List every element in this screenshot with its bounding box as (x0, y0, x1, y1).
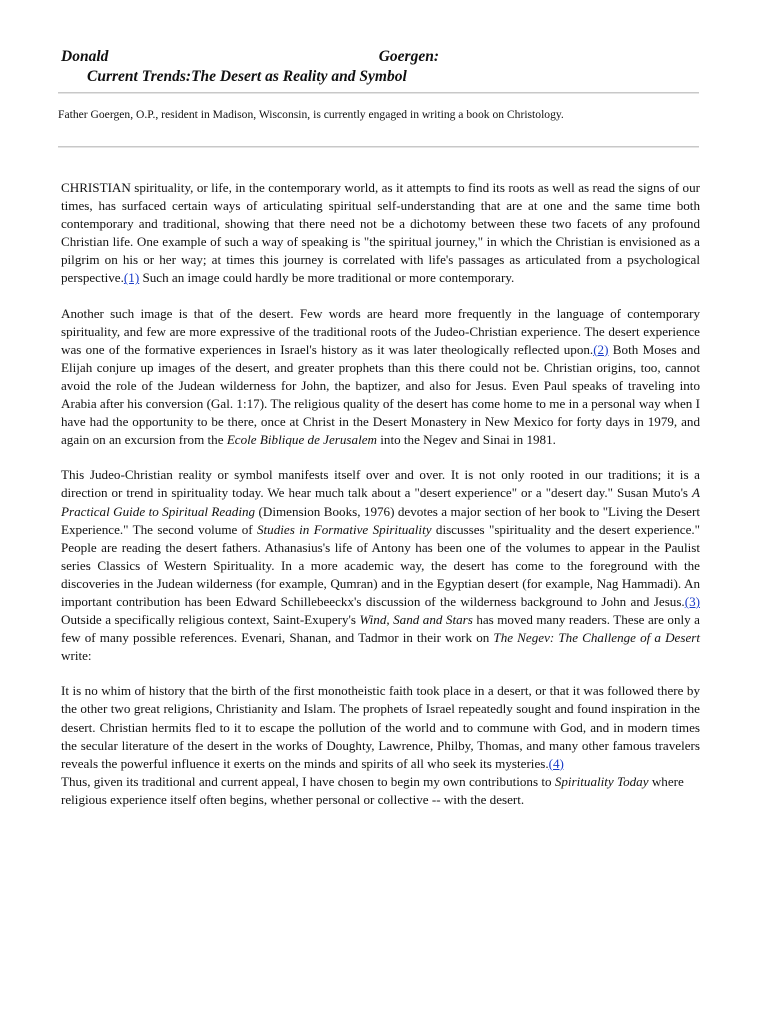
text-run: Thus, given its traditional and current appeal, I have chosen to begin my own contributions to (61, 773, 555, 789)
italic-title: Ecole Biblique de Jerusalem (226, 432, 377, 448)
text-run: Such an image could hardly be more traditional or more contemporary. (139, 270, 515, 286)
author-bio: Father Goergen, O.P., resident in Madison, Wisconsin, is currently engaged in writing a book on Christology. (58, 108, 564, 121)
italic-title: Spirituality Today (554, 773, 649, 789)
paragraph-2 (61, 305, 700, 450)
italic-title: Studies in Formative Spirituality (256, 521, 432, 537)
header-divider (58, 92, 699, 94)
article-body (61, 179, 700, 809)
text-run: (Dimension Books, 1976) devotes a major section of her book to "Living the Desert Experience." The second volume of (61, 503, 700, 537)
author-last-name: Goergen: (378, 48, 439, 65)
bio-divider (58, 146, 699, 148)
text-run: into the Negev and Sinai in 1981. (376, 432, 556, 448)
text-run: has moved many readers. These are only a few of many possible references. Evenari, Shanan, and Tadmor in their work on (61, 612, 700, 646)
article-header (61, 47, 701, 87)
text-run: Another such image is that of the desert. Few words are heard more frequently in the language of contemporary spirituality, and few are more expressive of the traditional roots of the Judeo-Christian experience. The desert experience was one of the formative experiences in Israel's history as it was later theologically reflected upon. (61, 305, 700, 357)
footnote-link-2[interactable]: (2) (593, 341, 609, 357)
text-run: Both Moses and Elijah conjure up images of the desert, and greater prophets than this there could not be. Christian origins, too, cannot avoid the role of the Judean wilderness for John, the baptizer, and also for Jesus. Even Paul speaks of traveling into Arabia after his conversion (Gal. 1:17). The religious quality of the desert has come home to me in a personal way when I have had the opportunity to be there, once at Christ in the Desert Monastery in New Mexico for forty days in 1979, and again on an excursion from the (61, 341, 700, 448)
footnote-link-4[interactable]: (4) (548, 755, 564, 771)
author-line (61, 47, 439, 67)
italic-title: A Practical Guide to Spiritual Reading (61, 485, 700, 519)
text-run: discusses "spirituality and the desert experience." People are reading the desert fathers. Athanasius's life of Antony has been one of the volumes to appear in the Paulist series Classics of Western Spirituality. In a more academic way, the desert has come to the foreground with the discoveries in the Judean wilderness (for example, Qumran) and in the Egyptian desert (for example, Nag Hammadi). An important contribution has been Edward Schillebeeckx's discussion of the wilderness background to John and Jesus. (61, 521, 700, 609)
italic-title: The Negev: The Challenge of a Desert (493, 630, 700, 646)
block-quote (61, 682, 700, 772)
paragraph-1 (61, 179, 700, 288)
article-title: Current Trends:The Desert as Reality and Symbol (87, 68, 407, 85)
text-run: It is no whim of history that the birth of the first monotheistic faith took place in a desert, or that it was followed there by the other two great religions, Christianity and Islam. The prophets of Israel repeatedly sought and found inspiration in the desert. Christian hermits fled to it to escape the pollution of the world and to commune with God, and in modern times the secular literature of the desert in the works of Doughty, Lawrence, Philby, Thomas, and many other famous travelers reveals the powerful influence it exerts on the minds and spirits of all who seek its mysteries. (61, 683, 700, 771)
footnote-link-1[interactable]: (1) (123, 270, 140, 286)
author-first-name: Donald (61, 48, 109, 65)
text-run: Outside a specifically religious context, Saint-Exupery's (61, 612, 360, 628)
text-run: CHRISTIAN spirituality, or life, in the contemporary world, as it attempts to find its roots as well as read the signs of our times, has surfaced certain ways of articulating spiritual self-understanding that are at one and the same time both contemporary and traditional, showing that there need not be a dichotomy between these two facets of any profound Christian life. One example of such a way of speaking is "the spiritual journey," in which the Christian is envisioned as a pilgrim on his or her way; at times this journey is correlated with life's passages as articulated from a psychological perspective. (61, 180, 700, 286)
text-run: This Judeo-Christian reality or symbol manifests itself over and over. It is not only rooted in our traditions; it is a direction or trend in spirituality today. We hear much talk about a "desert experience" or a "desert day." Susan Muto's (61, 467, 700, 501)
paragraph-3 (61, 466, 700, 665)
italic-title: Wind, Sand and Stars (359, 612, 473, 628)
text-run: write: (61, 648, 92, 664)
paragraph-5 (61, 773, 700, 809)
text-run: where religious experience itself often begins, whether personal or collective -- with the desert. (61, 773, 684, 807)
footnote-link-3[interactable]: (3) (684, 593, 700, 609)
